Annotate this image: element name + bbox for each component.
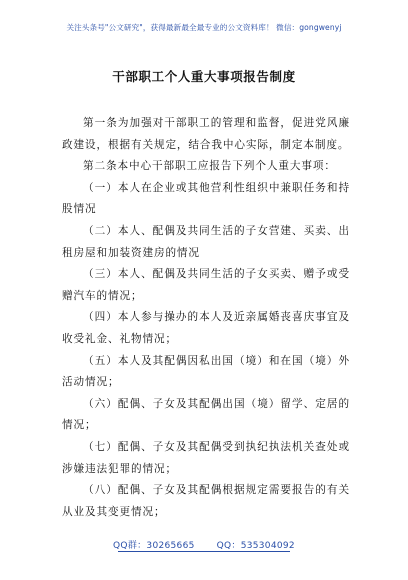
header-banner	[0, 22, 408, 33]
list-item: （五）本人及其配偶因私出国（境）和在国（境）外活动情况；	[62, 354, 350, 389]
article-2-paragraph: 第二条本中心干部职工应报告下列个人重大事项：	[83, 160, 336, 173]
article-1-paragraph: 第一条为加强对干部职工的管理和监督，促进党风廉政建设，根据有关规定，结合我中心实际，制定本制度。	[62, 117, 350, 151]
header-banner-text[interactable]: 关注头条号"公文研究"，获得最新最全最专业的公文资料库！ 微信：gongwenyj	[66, 23, 342, 32]
footer-underline	[118, 551, 290, 552]
list-item: （三）本人、配偶及共同生活的子女买卖、赠予或受赠汽车的情况；	[62, 268, 350, 302]
document-body	[62, 113, 350, 523]
footer-qq-group[interactable]: QQ群：30265665	[113, 541, 195, 551]
list-item: （一）本人在企业或其他营利性组织中兼职任务和持股情况	[62, 181, 350, 216]
footer	[0, 538, 408, 551]
page-title: 干部职工个人重大事项报告制度	[112, 69, 296, 84]
list-item: （六）配偶、子女及其配偶出国（境）留学、定居的情况；	[62, 397, 350, 432]
list-item: （八）配偶、子女及其配偶根据规定需要报告的有关从业及其变更情况；	[62, 484, 350, 518]
footer-qq[interactable]: QQ：535304092	[216, 541, 295, 551]
list-item: （四）本人参与操办的本人及近亲属婚丧喜庆事宜及收受礼金、礼物情况；	[62, 311, 350, 345]
list-item: （二）本人、配偶及共同生活的子女营建、买卖、出租房屋和加装资建房的情况	[62, 224, 350, 259]
list-item: （七）配偶、子女及其配偶受到执纪执法机关查处或涉嫌违法犯罪的情况；	[62, 440, 350, 475]
